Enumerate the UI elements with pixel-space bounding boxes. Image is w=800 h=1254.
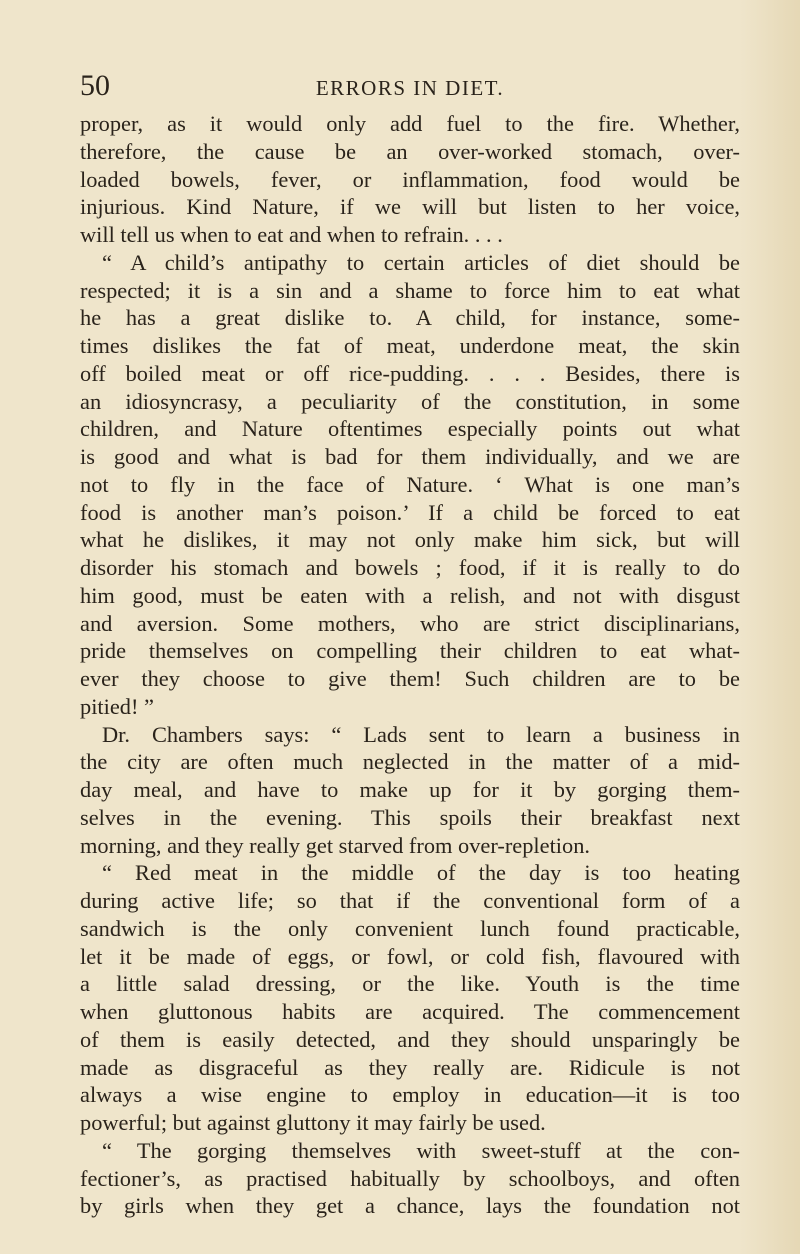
text-line: day meal, and have to make up for it by gorging them-: [80, 777, 740, 802]
text-line: pride themselves on compelling their children to eat what-: [80, 638, 740, 664]
page-number: 50: [80, 69, 110, 102]
text-line: made as disgraceful as they really are. Ridicule is not: [80, 1054, 740, 1080]
text-line: fectioner’s, as practised habitually by schoolboys, and often: [80, 1165, 740, 1191]
text-line: sandwich is the only convenient lunch found practicable,: [80, 915, 740, 941]
text-line: disorder his stomach and bowels ; food, if it is really to do: [80, 555, 740, 580]
text-line: an idiosyncrasy, a peculiarity of the constitution, in some: [80, 388, 740, 414]
text-line: morning, and they really get starved from over-repletion.: [80, 832, 591, 858]
text-line: food is another man’s poison.’ If a child be forced to eat: [80, 499, 740, 525]
text-line: “ Red meat in the middle of the day is too heating: [102, 860, 740, 886]
text-line: children, and Nature oftentimes especially points out what: [80, 416, 740, 442]
text-line: ever they choose to give them! Such children are to be: [80, 666, 740, 691]
text-line: and aversion. Some mothers, who are strict disciplinarians,: [80, 610, 740, 636]
text-line: pitied! ”: [80, 693, 154, 719]
text-line: during active life; so that if the conventional form of a: [80, 888, 740, 913]
text-line: Dr. Chambers says: “ Lads sent to learn a business in: [102, 721, 740, 747]
text-line: times dislikes the fat of meat, underdone meat, the skin: [80, 333, 740, 358]
text-line: selves in the evening. This spoils their breakfast next: [80, 804, 740, 830]
text-line: therefore, the cause be an over-worked stomach, over-: [80, 138, 740, 164]
text-line: the city are often much neglected in the matter of a mid-: [80, 749, 740, 775]
text-line: “ A child’s antipathy to certain articles of diet should be: [102, 249, 740, 275]
text-line: loaded bowels, fever, or inflammation, food would be: [80, 166, 740, 192]
page-header: [80, 66, 740, 106]
text-line: of them is easily detected, and they should unsparingly be: [80, 1026, 740, 1052]
text-line: let it be made of eggs, or fowl, or cold fish, flavoured with: [80, 943, 740, 969]
text-line: injurious. Kind Nature, if we will but listen to her voice,: [80, 194, 740, 220]
running-title: ERRORS IN DIET.: [315, 76, 505, 100]
text-line: when gluttonous habits are acquired. The commencement: [80, 999, 740, 1024]
text-line: him good, must be eaten with a relish, and not with disgust: [80, 582, 740, 608]
text-line: proper, as it would only add fuel to the fire. Whether,: [80, 111, 740, 136]
body-text: [80, 110, 740, 1220]
text-line: off boiled meat or off rice-pudding. . . . Besides, there is: [80, 360, 740, 386]
text-line: powerful; but against gluttony it may fairly be used.: [80, 1110, 546, 1135]
text-line: is good and what is bad for them individually, and we are: [80, 444, 740, 469]
text-line: “ The gorging themselves with sweet-stuff at the con-: [102, 1137, 740, 1163]
text-line: respected; it is a sin and a shame to force him to eat what: [80, 277, 740, 303]
text-line: what he dislikes, it may not only make him sick, but will: [80, 527, 740, 553]
text-line: not to fly in the face of Nature. ‘ What is one man’s: [80, 471, 740, 497]
text-line: he has a great dislike to. A child, for instance, some-: [80, 305, 740, 331]
text-line: a little salad dressing, or the like. Youth is the time: [80, 971, 740, 997]
text-line: will tell us when to eat and when to refrain. . . .: [80, 222, 503, 247]
text-line: by girls when they get a chance, lays the foundation not: [80, 1193, 740, 1219]
text-line: always a wise engine to employ in education—it is too: [80, 1082, 740, 1108]
